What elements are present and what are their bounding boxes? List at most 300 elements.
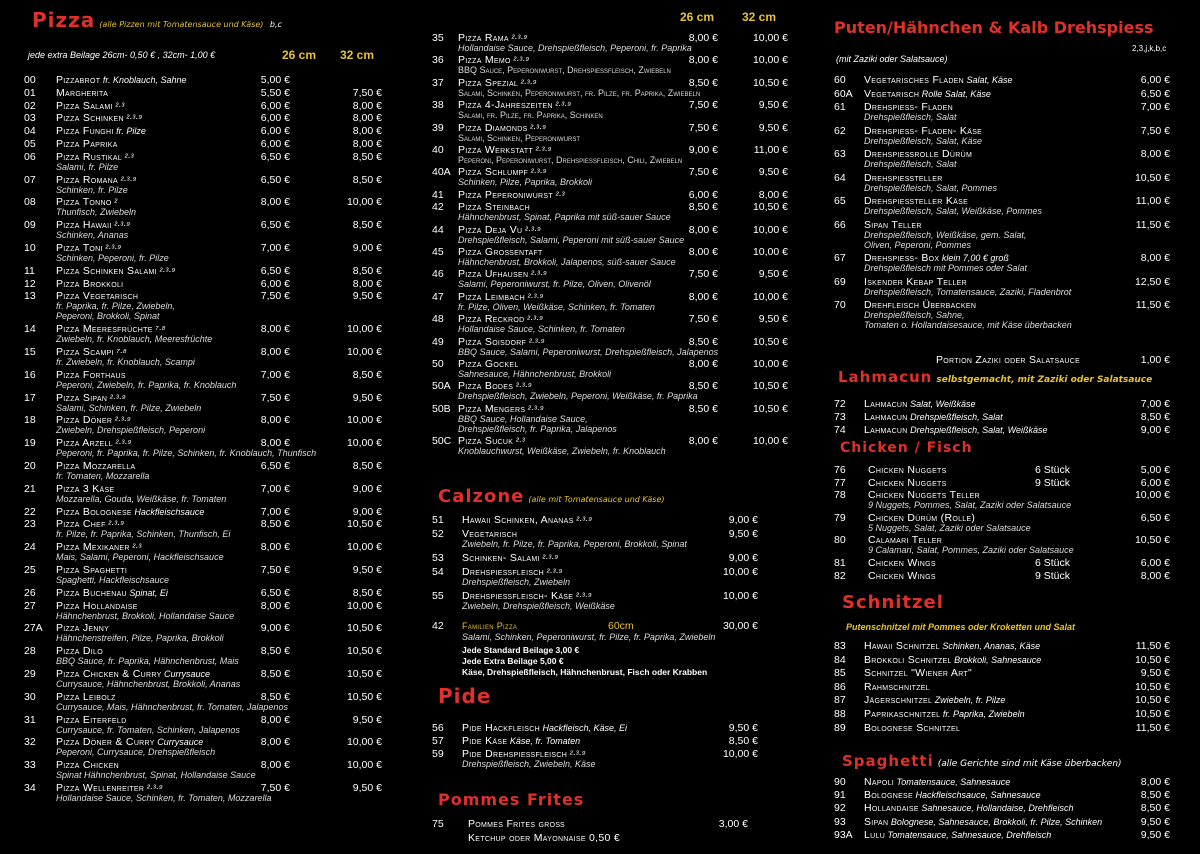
item-name: Drehspießfleisch- Käse ²·³·⁹ xyxy=(462,590,592,602)
item-number: 92 xyxy=(834,802,846,815)
price-small: 8,00 € xyxy=(260,759,290,772)
price-small: 8,00 € xyxy=(688,290,718,303)
item-description: Drehspießfleisch, Zwiebeln, Käse xyxy=(462,759,596,769)
price-small: 8,00 € xyxy=(688,32,718,44)
price-small: 8,00 € xyxy=(688,358,718,370)
item-description: 9 Nuggets, Pommes, Salat, Zaziki oder Salatsauce xyxy=(868,500,1072,511)
price-small: 6,50 € xyxy=(260,150,290,163)
item-number: 86 xyxy=(834,680,846,693)
item-number: 07 xyxy=(24,173,36,186)
item-number: 56 xyxy=(432,722,444,734)
price-large: 9,00 € xyxy=(728,514,758,526)
item-name: Pizza Forthaus xyxy=(56,368,126,381)
item-desc: ²·³·⁹ xyxy=(525,403,544,414)
price-large: 10,50 € xyxy=(1134,653,1170,666)
item-number: 80 xyxy=(834,534,846,547)
price-small: 9,00 € xyxy=(260,622,290,635)
price-large: 10,00 € xyxy=(1134,489,1170,502)
item-description: Schinken, fr. Pilze xyxy=(56,184,128,195)
price-small: 7,50 € xyxy=(688,268,718,281)
item-name: Drehfleisch Überbacken xyxy=(864,299,977,311)
price-large: 10,00 € xyxy=(752,290,788,303)
item-number: 67 xyxy=(834,252,846,264)
price-small: 8,00 € xyxy=(260,713,290,726)
price-small: 8,00 € xyxy=(688,54,718,67)
price-large: 8,50 € xyxy=(1140,789,1170,802)
price-large: 8,00 € xyxy=(1140,252,1170,264)
price-small: 8,00 € xyxy=(260,599,290,612)
price-large: 9,50 € xyxy=(758,121,788,134)
item-number: 40A xyxy=(432,166,451,179)
item-name: Brokkoli Schnitzel Brokkoli, Sahnesauce xyxy=(864,653,1042,666)
item-name: Pommes Frites groß xyxy=(468,818,565,830)
item-number: 78 xyxy=(834,489,846,502)
item-name: Pizza Dilo xyxy=(56,645,103,658)
item-desc: Zwiebeln, fr. Pilze xyxy=(932,695,1006,706)
menu-item xyxy=(834,570,1180,582)
price-small: 8,00 € xyxy=(260,414,290,427)
item-number: 72 xyxy=(834,398,846,410)
item-number: 60A xyxy=(834,87,853,100)
menu-item xyxy=(834,667,1180,679)
price-large: 5,00 € xyxy=(1140,464,1170,476)
price-large: 10,00 € xyxy=(722,566,758,578)
item-number: 83 xyxy=(834,640,846,652)
price-small: 9,00 € xyxy=(688,144,718,156)
price-large: 9,50 € xyxy=(352,564,382,576)
item-number: 20 xyxy=(24,460,36,472)
item-number: 89 xyxy=(834,721,846,734)
item-number: 57 xyxy=(432,735,444,747)
item-number: 54 xyxy=(432,566,444,578)
item-name: Lahmacun Drehspießfleisch, Salat, Weißkäse xyxy=(864,424,1048,436)
item-description: Salami, Schinken, Peperoniwurst xyxy=(458,132,581,143)
item-description: Salami, fr. Pilze xyxy=(56,161,119,172)
price-small: 6,50 € xyxy=(260,460,290,472)
price-large: 9,00 € xyxy=(728,552,758,564)
item-number: 63 xyxy=(834,148,846,160)
menu-item xyxy=(24,125,390,137)
price-large: 9,00 € xyxy=(1140,424,1170,436)
section-title-pommes: Pommes Frites xyxy=(438,790,585,809)
item-desc: ²·³·⁹ xyxy=(510,55,530,66)
menu-item xyxy=(834,424,1180,436)
item-number: 15 xyxy=(24,346,36,358)
section-title-pizza: Pizza (alle Pizzen mit Tomatensauce und Käse) b,c xyxy=(32,8,282,32)
price-small: 7,00 € xyxy=(260,482,290,495)
drehspiess-note: (mit Zaziki oder Salatsauce) xyxy=(836,54,948,64)
item-name: Pizza Meeresfrüchte ⁷·⁸ xyxy=(56,323,166,336)
item-desc: Sahnesauce, Hollandaise, Drehfleisch xyxy=(918,803,1074,814)
familien-extra-line: Jede Extra Beilage 5,00 € xyxy=(462,656,564,666)
price-small: 7,00 € xyxy=(260,368,290,381)
price-small: 8,00 € xyxy=(688,246,718,258)
menu-item xyxy=(834,411,1180,423)
item-desc: ²·³·⁹ xyxy=(544,567,563,577)
item-desc: ²·³·⁹ xyxy=(102,243,122,253)
item-name: Pizza Spezial ²·³·⁹ xyxy=(458,76,537,89)
item-name: Pizza Salami ²·³ xyxy=(56,99,125,112)
price-large: 10,00 € xyxy=(346,437,382,450)
price-large: 10,50 € xyxy=(346,690,382,703)
item-number: 84 xyxy=(834,653,846,666)
item-name: Pizza Scampi ⁷·⁸ xyxy=(56,346,127,358)
price-small: 8,50 € xyxy=(260,645,290,658)
price-small: 5,00 € xyxy=(260,74,290,86)
price-large: 8,00 € xyxy=(1140,148,1170,160)
item-name: Chicken Wings xyxy=(868,557,936,569)
price-large: 10,00 € xyxy=(722,748,758,760)
item-number: 14 xyxy=(24,323,36,336)
item-number: 28 xyxy=(24,645,36,658)
item-description: Drehspießfleisch mit Pommes oder Salat xyxy=(864,263,1028,273)
item-description: Peperoni, Peperoniwurst, Drehspießfleisch, Chili, Zwiebeln xyxy=(458,155,683,165)
price-large: 8,00 € xyxy=(352,125,382,138)
item-number: 29 xyxy=(24,668,36,680)
item-desc: fr. Knoblauch, Sahne xyxy=(100,75,187,85)
item-name: Pizza Hollandaise xyxy=(56,599,138,612)
price-small: 7,00 € xyxy=(260,505,290,518)
price-small: 6,50 € xyxy=(260,586,290,599)
item-description: BBQ Sauce, Hollandaise Sauce, xyxy=(458,413,588,424)
item-name: Pizza Gockel xyxy=(458,358,519,370)
item-name: Pizza Wellenreiter ²·³·⁹ xyxy=(56,782,163,794)
item-name: Pizza Hawaii ²·³·⁹ xyxy=(56,219,131,232)
item-desc: Brokkoli, Sahnesauce xyxy=(951,654,1042,665)
price-large: 10,00 € xyxy=(346,599,382,612)
item-number: 48 xyxy=(432,313,444,326)
section-title-drehspiess: Puten/Hähnchen & Kalb Drehspiess xyxy=(834,18,1154,37)
item-number: 44 xyxy=(432,223,444,236)
item-name: Lulu Tomatensauce, Sahnesauce, Drehfleisch xyxy=(864,828,1052,841)
item-description: Drehspießfleisch, Salami, Peperoni mit süß-sauer Sauce xyxy=(458,234,685,245)
item-name: Pizza Reckrod ²·³·⁹ xyxy=(458,313,544,326)
item-number: 50C xyxy=(432,435,452,448)
price-large: 10,50 € xyxy=(1134,171,1170,184)
price-large: 6,50 € xyxy=(1140,87,1170,100)
item-number: 53 xyxy=(432,552,444,564)
price-large: 10,00 € xyxy=(752,358,788,370)
price-small: 6,00 € xyxy=(260,99,290,112)
item-number: 70 xyxy=(834,299,846,311)
price-small: 6,00 € xyxy=(260,125,290,138)
menu-item xyxy=(834,829,1180,841)
item-number: 38 xyxy=(432,99,444,112)
item-name: Sipan Bolognese, Sahnesauce, Brokkoli, fr. Pilze, Schinken xyxy=(864,815,1103,828)
item-name: Chicken Nuggets xyxy=(868,464,947,476)
item-name: Pizza Diamonds ²·³·⁹ xyxy=(458,121,547,134)
item-number: 22 xyxy=(24,505,36,518)
item-desc: Käse, fr. Tomaten xyxy=(507,736,581,746)
familien-extra-line: Jede Standard Beilage 3,00 € xyxy=(462,645,580,655)
item-name: Schinken- Salami ²·³·⁹ xyxy=(462,552,559,564)
item-desc: ²·³·⁹ xyxy=(105,519,125,530)
item-number: 23 xyxy=(24,518,36,531)
item-number: 49 xyxy=(432,335,444,348)
price-large: 11,50 € xyxy=(1135,218,1170,231)
item-name: Pizza Peperoniwurst ²·³ xyxy=(458,188,565,201)
item-description: Currysauce, Hähnchenbrust, Brokkoli, Ananas xyxy=(56,679,241,689)
price-small: 5,50 € xyxy=(260,86,290,99)
item-qty: 6 Stück xyxy=(1034,464,1070,476)
drehspiess-sup: 2,3,j,k,b,c xyxy=(1132,44,1167,53)
item-name: Pizza Bolognese Hackfleischsauce xyxy=(56,505,205,518)
item-name: Familien Pizza xyxy=(462,621,518,631)
item-description: BBQ Sauce, Salami, Peperoniwurst, Drehspießfleisch, Jalapenos xyxy=(458,346,719,357)
item-desc: Drehspießfleisch, Salat xyxy=(907,412,1003,422)
item-number: 52 xyxy=(432,528,444,540)
price-large: 9,50 € xyxy=(728,528,758,540)
item-description: Mais, Salami, Peperoni, Hackfleischsauce xyxy=(56,552,224,563)
item-name: Lahmacun Salat, Weißkäse xyxy=(864,398,976,410)
item-desc: ²·³ xyxy=(129,542,142,553)
pizza-note-sup: b,c xyxy=(269,20,282,29)
item-description: Schinken, Peperoni, fr. Pilze xyxy=(56,253,169,263)
item-desc: ²·³·⁹ xyxy=(144,783,163,793)
menu-item xyxy=(834,708,1180,720)
item-name: Pizza Memo ²·³·⁹ xyxy=(458,54,530,67)
item-desc: ²·³·⁹ xyxy=(526,336,545,347)
pizza-note: (alle Pizzen mit Tomatensauce und Käse) xyxy=(99,20,266,29)
item-desc: ²·³·⁹ xyxy=(111,220,131,231)
size-32: 32 cm xyxy=(742,10,777,24)
item-name: Pizza Steinbach xyxy=(458,201,530,214)
price-small: 7,50 € xyxy=(260,782,290,794)
menu-item xyxy=(24,278,390,290)
price-large: 8,50 € xyxy=(352,586,382,599)
item-name: Bolognese Hackfleischsauce, Sahnesauce xyxy=(864,789,1041,802)
item-description: fr. Tomaten, Mozzarella xyxy=(56,471,150,481)
price-small: 6,50 € xyxy=(260,173,290,186)
item-desc: fr. Pilze xyxy=(113,126,146,137)
item-number: 03 xyxy=(24,112,36,125)
price-large: 11,50 € xyxy=(1135,299,1170,311)
item-description: Hähnchenbrust, Brokkoli, Jalapenos, süß-sauer Sauce xyxy=(458,257,676,267)
item-number: 32 xyxy=(24,736,36,749)
item-description: Hollandaise Sauce, Schinken, fr. Tomaten xyxy=(458,324,625,335)
item-name: Pizza Schlumpf ²·³·⁹ xyxy=(458,166,547,179)
price-large: 9,00 € xyxy=(352,242,382,254)
price-large: 8,50 € xyxy=(1140,411,1170,423)
price-small: 6,50 € xyxy=(260,219,290,232)
item-name: Calamari Teller xyxy=(868,534,943,547)
item-name: Pizza Toni ²·³·⁹ xyxy=(56,242,122,254)
item-number: 13 xyxy=(24,290,36,303)
item-desc: Tomatensauce, Sahnesauce xyxy=(894,777,1011,787)
price-small: 7,50 € xyxy=(688,166,718,179)
item-desc: ²·³·⁹ xyxy=(117,174,137,185)
item-name: Pizza Chicken & Curry Currysauce xyxy=(56,668,211,680)
menu-item-extra xyxy=(432,832,790,844)
price-large: 9,50 € xyxy=(352,391,382,404)
familien-extra-line: Käse, Drehspießfleisch, Hähnchenbrust, Fisch oder Krabben xyxy=(462,667,708,677)
item-name: Margherita xyxy=(56,86,109,99)
item-name: Pizza Arzell ²·³·⁹ xyxy=(56,437,132,450)
item-desc: ²·³·⁹ xyxy=(524,314,544,325)
price-large: 1,00 € xyxy=(1140,354,1170,366)
item-number: 61 xyxy=(834,101,846,113)
item-description: Drehspießfleisch, Salat, Pommes xyxy=(864,182,998,193)
item-description: Drehspießfleisch, fr. Paprika, Jalapenos xyxy=(458,423,617,434)
item-description: Drehspießfleisch, Zwiebeln, Peperoni, Weißkäse, fr. Paprika xyxy=(458,391,698,402)
item-desc: ²·³·⁹ xyxy=(156,265,176,276)
item-size: 60cm xyxy=(608,620,634,632)
price-large: 10,00 € xyxy=(346,346,382,358)
price-large: 10,50 € xyxy=(1134,680,1170,693)
item-description: Drehspießfleisch, Zwiebeln xyxy=(462,577,571,587)
price-small: 7,50 € xyxy=(688,313,718,326)
item-name: Pide Käse Käse, fr. Tomaten xyxy=(462,735,581,747)
price-small: 8,50 € xyxy=(688,201,718,214)
menu-item-familien xyxy=(432,620,790,632)
menu-item xyxy=(834,789,1180,801)
price-large: 9,50 € xyxy=(758,268,788,281)
menu-item xyxy=(24,138,390,150)
item-desc: Drehspießfleisch, Salat, Weißkäse xyxy=(907,425,1048,435)
item-number: 51 xyxy=(432,514,444,526)
section-title-lahmacun: Lahmacun selbstgemacht, mit Zaziki oder Salatsauce xyxy=(838,368,1153,386)
price-large: 10,50 € xyxy=(1134,708,1170,720)
price-small: 8,50 € xyxy=(688,402,718,415)
item-name: Pizza Großentaft xyxy=(458,246,543,258)
item-name: Pizza 3 Käse xyxy=(56,482,115,495)
price-small: 7,50 € xyxy=(260,564,290,576)
item-name: Pizza Jenny xyxy=(56,622,110,635)
item-description: fr. Zwiebeln, fr. Knoblauch, Scampi xyxy=(56,357,195,367)
item-name: Pizza Mengers ²·³·⁹ xyxy=(458,402,544,415)
price-small: 7,50 € xyxy=(688,99,718,112)
price-small: 8,00 € xyxy=(260,541,290,554)
item-name: Pizza Soisdorf ²·³·⁹ xyxy=(458,335,545,348)
item-number: 74 xyxy=(834,424,846,436)
menu-item xyxy=(432,722,790,734)
item-qty: 9 Stück xyxy=(1034,476,1070,489)
item-description: Hollandaise Sauce, Drehspießfleisch, Peperoni, fr. Paprika xyxy=(458,43,692,53)
item-name: Pizza Paprika xyxy=(56,138,118,150)
price-small: 8,00 € xyxy=(688,435,718,448)
price-large: 9,50 € xyxy=(352,290,382,303)
item-desc: Schinken, Ananas, Käse xyxy=(939,641,1041,651)
item-name: Chicken Nuggets Teller xyxy=(868,489,981,502)
menu-item xyxy=(432,552,790,564)
item-number: 76 xyxy=(834,464,846,476)
price-large: 9,50 € xyxy=(1140,828,1170,841)
item-number: 50B xyxy=(432,402,451,415)
item-number: 77 xyxy=(834,476,846,489)
section-title-spaghetti: Spaghetti (alle Gerichte sind mit Käse überbacken) xyxy=(842,752,1122,770)
item-description: Drehspießfleisch, Salat xyxy=(864,112,957,122)
item-description: BBQ Sauce, Peperoniwurst, Drehspießfleisch, Zwiebeln xyxy=(458,65,671,76)
item-description: Hähnchenstreifen, Pilze, Paprika, Brokkoli xyxy=(56,633,224,644)
item-description: Zwiebeln, Drehspießfleisch, Weißkäse xyxy=(462,601,615,611)
item-description: Spaghetti, Hackfleischsauce xyxy=(56,575,170,585)
price-small: 6,00 € xyxy=(260,277,290,290)
price-small: 8,50 € xyxy=(260,518,290,531)
item-desc: ²·³·⁹ xyxy=(123,113,143,124)
item-name: Pizza 4-Jahreszeiten ²·³·⁹ xyxy=(458,99,572,112)
item-description: Thunfisch, Zwiebeln xyxy=(56,207,137,218)
item-number: 08 xyxy=(24,196,36,209)
price-large: 11,50 € xyxy=(1135,721,1170,734)
item-name: Pizza Sucuk ²·³ xyxy=(458,435,525,448)
item-description: Oliven, Peperoni, Pommes xyxy=(864,239,972,250)
item-name: Jägerschnitzel Zwiebeln, fr. Pilze xyxy=(864,694,1006,707)
item-description: Knoblauchwurst, Weißkäse, Zwiebeln, fr. Knoblauch xyxy=(458,446,666,457)
price-large: 10,50 € xyxy=(752,335,788,348)
item-description: Spinat Hähnchenbrust, Spinat, Hollandaise Sauce xyxy=(56,770,256,781)
price-small: 8,00 € xyxy=(260,346,290,358)
item-name: Sipan Teller xyxy=(864,218,922,231)
item-number: 45 xyxy=(432,246,444,258)
item-number: 36 xyxy=(432,54,444,67)
item-name: Vegetarisches Fladen Salat, Käse xyxy=(864,74,1013,86)
price-large: 10,00 € xyxy=(722,590,758,602)
size-26: 26 cm xyxy=(680,10,715,24)
item-number: 40 xyxy=(432,144,444,156)
item-description: Schinken, Ananas xyxy=(56,230,129,241)
item-name: Pizza Leimbach ²·³·⁹ xyxy=(458,290,544,303)
price-small: 7,50 € xyxy=(688,121,718,134)
price-large: 8,50 € xyxy=(352,219,382,232)
item-desc: Currysauce xyxy=(154,737,204,748)
item-desc: ²·³·⁹ xyxy=(522,224,541,235)
item-number: 46 xyxy=(432,268,444,281)
menu-item xyxy=(24,265,390,277)
item-description: Peperoni, Currysauce, Drehspießfleisch xyxy=(56,747,216,758)
item-name: Pizza Deja Vu ²·³·⁹ xyxy=(458,223,541,236)
price-large: 10,00 € xyxy=(752,223,788,236)
item-desc: ⁷·⁸ xyxy=(152,324,166,335)
item-qty: 9 Stück xyxy=(1034,569,1070,582)
item-name: Drehspießrolle Dürüm xyxy=(864,148,973,160)
menu-item xyxy=(24,100,390,112)
price-large: 10,00 € xyxy=(752,32,788,44)
item-name: Pizza Chicken xyxy=(56,759,120,772)
item-desc: ⁷·⁸ xyxy=(113,347,127,357)
item-number: 33 xyxy=(24,759,36,772)
price-large: 10,00 € xyxy=(346,196,382,209)
portion-row xyxy=(834,354,1180,366)
item-number: 73 xyxy=(834,411,846,423)
price-small: 6,00 € xyxy=(688,188,718,201)
menu-item xyxy=(834,776,1180,788)
item-number: 27 xyxy=(24,599,36,612)
price-large: 8,00 € xyxy=(1140,776,1170,788)
price-large: 9,00 € xyxy=(352,505,382,518)
item-name: Chicken Wings xyxy=(868,569,936,582)
item-desc: Hackfleischsauce, Sahnesauce xyxy=(913,790,1041,801)
item-name: Pizza Mozzarella xyxy=(56,460,136,472)
item-description: Zwiebeln, Drehspießfleisch, Peperoni xyxy=(56,425,206,436)
item-number: 90 xyxy=(834,776,846,788)
menu-item xyxy=(834,816,1180,828)
item-description: Currysauce, Mais, Hähnchenbrust, fr. Tomaten, Jalapenos xyxy=(56,701,288,712)
item-description: Salami, Peperoniwurst, fr. Pilze, Oliven, Olivenöl xyxy=(458,279,651,290)
item-description: Salami, Schinken, Peperoniwurst, fr. Pilze, fr. Paprika, Zwiebeln xyxy=(458,87,701,98)
size-32: 32 cm xyxy=(340,48,375,62)
item-name: Pizza Chef ²·³·⁹ xyxy=(56,518,125,531)
item-desc: ²·³·⁹ xyxy=(567,749,586,759)
item-number: 62 xyxy=(834,124,846,137)
price-large: 11,00 € xyxy=(753,144,788,156)
price-large: 8,50 € xyxy=(352,368,382,381)
item-number: 82 xyxy=(834,569,846,582)
item-name: Pizza Schinken ²·³·⁹ xyxy=(56,112,143,125)
price-large: 9,50 € xyxy=(352,782,382,794)
item-desc: Rolle Salat, Käse xyxy=(919,88,991,99)
item-number: 25 xyxy=(24,564,36,576)
item-number: 18 xyxy=(24,414,36,427)
